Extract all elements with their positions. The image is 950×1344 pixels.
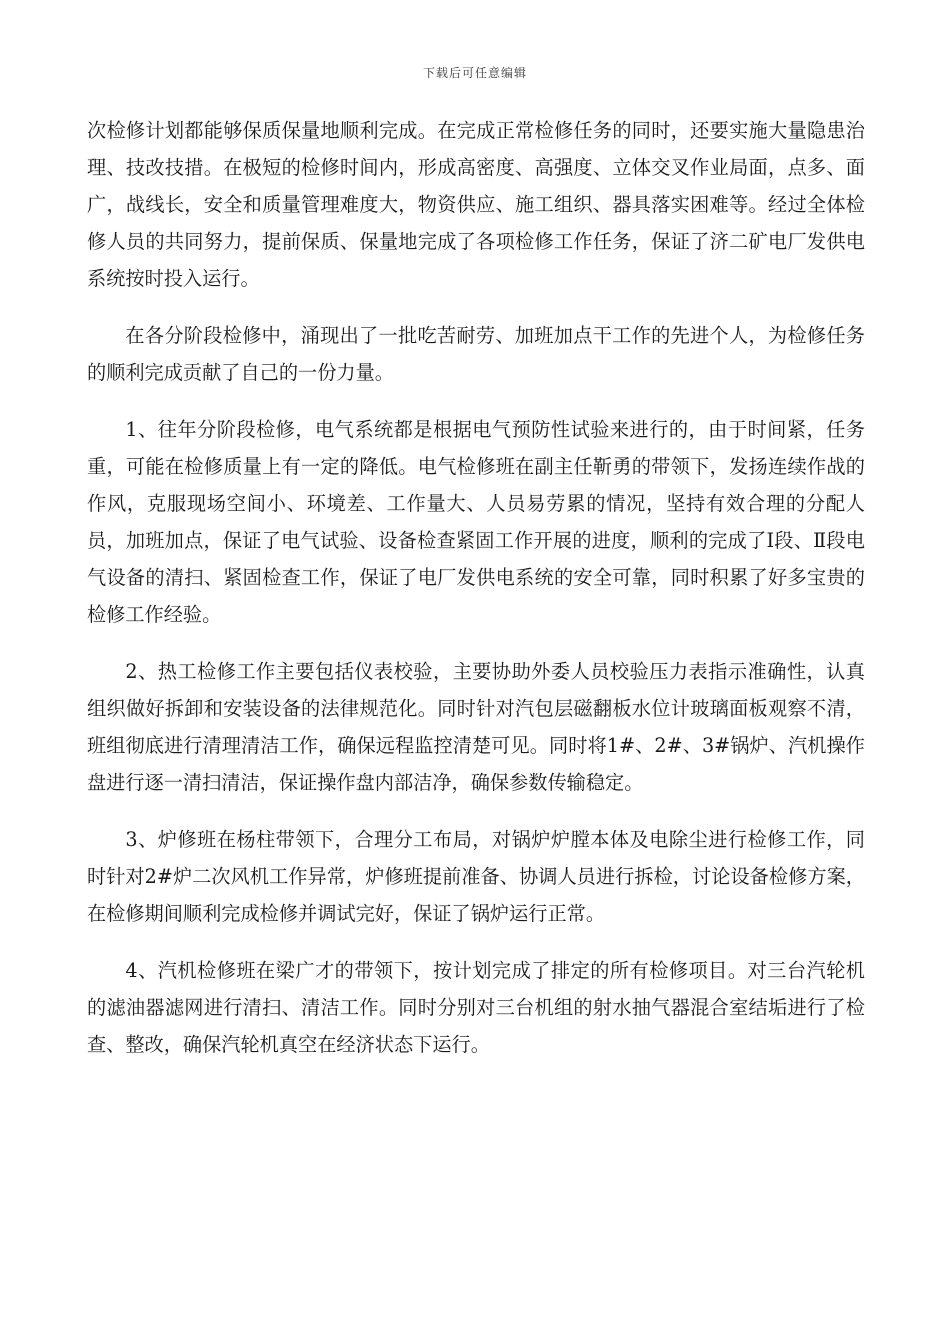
page-header: 下载后可任意编辑 <box>422 66 527 80</box>
paragraph-2: 在各分阶段检修中，涌现出了一批吃苦耐劳、加班加点干工作的先进个人，为检修任务的顺利完成贡献了自己的一份力量。 <box>87 324 865 384</box>
paragraph-1: 次检修计划都能够保质保量地顺利完成。在完成正常检修任务的同时，还要实施大量隐患治理、技改技措。在极短的检修时间内，形成高密度、高强度、立体交叉作业局面，点多、面广，战线长，安全和质量管理难度大，物资供应、施工组织、器具落实困难等。经过全体检修人员的共同努力，提前保质、保量地完成了各项检修工作任务，保证了济二矿电厂发供电系统按时投入运行。 <box>87 119 865 290</box>
paragraph-3: 1、往年分阶段检修，电气系统都是根据电气预防性试验来进行的，由于时间紧，任务重，可能在检修质量上有一定的降低。电气检修班在副主任靳勇的带领下，发扬连续作战的作风，克服现场空间小、环境差、工作量大、人员易劳累的情况，坚持有效合理的分配人员，加班加点，保证了电气试验、设备检查紧固工作开展的进度，顺利的完成了Ⅰ段、Ⅱ段电气设备的清扫、紧固检查工作，保证了电厂发供电系统的安全可靠，同时积累了好多宝贵的检修工作经验。 <box>87 418 865 626</box>
paragraph-4: 2、热工检修工作主要包括仪表校验，主要协助外委人员校验压力表指示准确性，认真组织做好拆卸和安装设备的法律规范化。同时针对汽包层磁翻板水位计玻璃面板观察不清，班组彻底进行清理清洁工作，确保远程监控清楚可见。同时将1#、2#、3#锅炉、汽机操作盘进行逐一清扫清洁，保证操作盘内部洁净，确保参数传输稳定。 <box>87 660 865 794</box>
paragraph-5: 3、炉修班在杨柱带领下，合理分工布局，对锅炉炉膛本体及电除尘进行检修工作，同时针对2#炉二次风机工作异常，炉修班提前准备、协调人员进行拆检，讨论设备检修方案，在检修期间顺利完成检修并调试完好，保证了锅炉运行正常。 <box>87 828 865 925</box>
document-body <box>87 112 865 1083</box>
paragraph-6: 4、汽机检修班在梁广才的带领下，按计划完成了排定的所有检修项目。对三台汽轮机的滤油器滤网进行清扫、清洁工作。同时分别对三台机组的射水抽气器混合室结垢进行了检查、整改，确保汽轮机真空在经济状态下运行。 <box>87 959 865 1056</box>
